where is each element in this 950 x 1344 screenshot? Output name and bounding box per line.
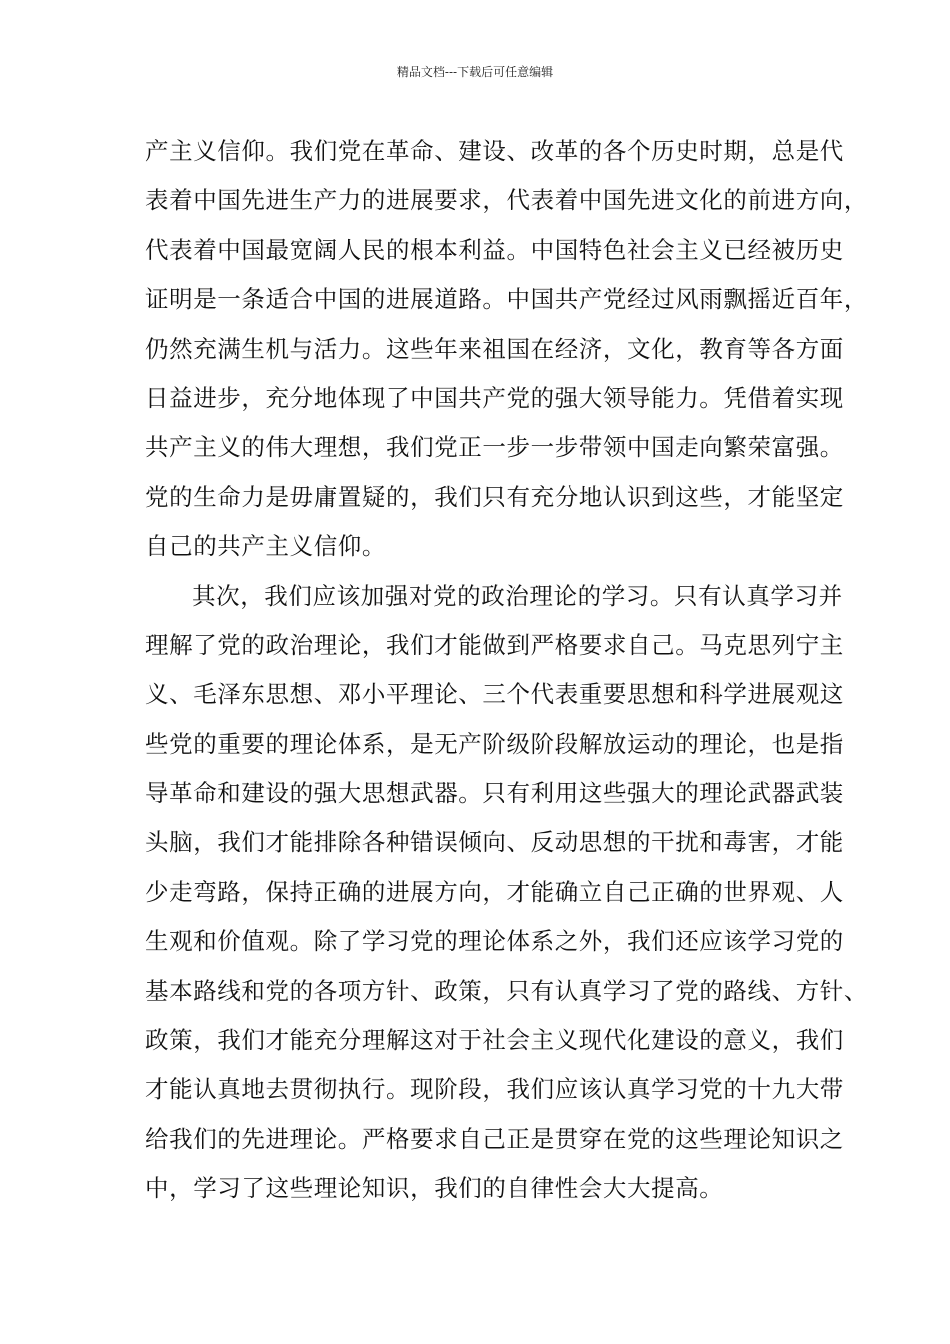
text-line: 日益进步，充分地体现了中国共产党的强大领导能力。凭借着实现 (145, 383, 844, 412)
text-line: 基本路线和党的各项方针、政策，只有认真学习了党的路线、方针、 (145, 976, 868, 1005)
text-line: 义、毛泽东思想、邓小平理论、三个代表重要思想和科学进展观这 (145, 680, 844, 709)
text-line: 共产主义的伟大理想，我们党正一步一步带领中国走向繁荣富强。 (145, 433, 844, 462)
text-line: 中，学习了这些理论知识，我们的自律性会大大提高。 (145, 1174, 724, 1203)
text-line: 导革命和建设的强大思想武器。只有利用这些强大的理论武器武装 (145, 779, 844, 808)
text-line: 给我们的先进理论。严格要求自己正是贯穿在党的这些理论知识之 (145, 1124, 844, 1153)
text-line: 代表着中国最宽阔人民的根本利益。中国特色社会主义已经被历史 (145, 235, 844, 264)
text-line: 些党的重要的理论体系，是无产阶级阶段解放运动的理论，也是指 (145, 729, 844, 758)
text-line: 仍然充满生机与活力。这些年来祖国在经济，文化，教育等各方面 (145, 334, 844, 363)
text-line: 理解了党的政治理论，我们才能做到严格要求自己。马克思列宁主 (145, 630, 844, 659)
text-line: 党的生命力是毋庸置疑的，我们只有充分地认识到这些，才能坚定 (145, 482, 844, 511)
text-line: 表着中国先进生产力的进展要求，代表着中国先进文化的前进方向， (145, 186, 868, 215)
paragraph-first-line: 其次，我们应该加强对党的政治理论的学习。只有认真学习并 (192, 581, 843, 610)
text-line: 自己的共产主义信仰。 (145, 532, 386, 561)
text-line: 生观和价值观。除了学习党的理论体系之外，我们还应该学习党的 (145, 927, 844, 956)
text-line: 政策，我们才能充分理解这对于社会主义现代化建设的意义，我们 (145, 1026, 844, 1055)
text-line: 才能认真地去贯彻执行。现阶段，我们应该认真学习党的十九大带 (145, 1075, 844, 1104)
page-header: 精品文档---下载后可任意编辑 (396, 65, 554, 79)
text-line: 少走弯路，保持正确的进展方向，才能确立自己正确的世界观、人 (145, 877, 844, 906)
document-body (145, 127, 868, 1214)
text-line: 产主义信仰。我们党在革命、建设、改革的各个历史时期，总是代 (145, 137, 844, 165)
text-line: 头脑，我们才能排除各种错误倾向、反动思想的干扰和毒害，才能 (145, 828, 844, 857)
text-line: 证明是一条适合中国的进展道路。中国共产党经过风雨飘摇近百年， (145, 285, 868, 314)
